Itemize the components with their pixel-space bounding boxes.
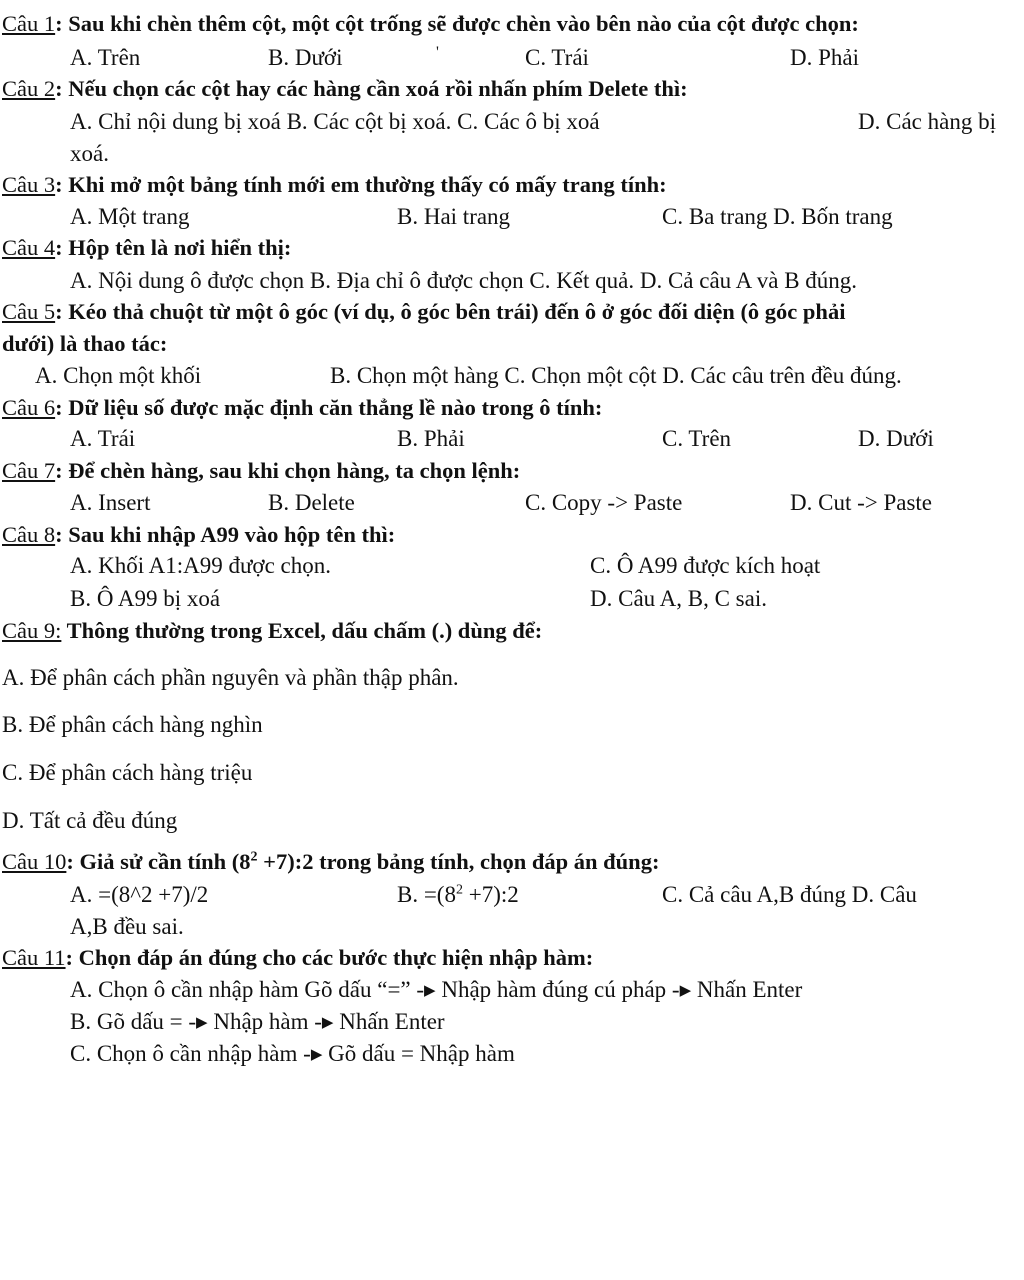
option-cd: C. Cả câu A,B đúng D. Câu (662, 882, 917, 907)
option-c: C. Trên (662, 426, 732, 451)
option-a: A. Khối A1:A99 được chọn. (70, 553, 331, 578)
option-a: A. Insert (70, 490, 151, 515)
superscript: 2 (250, 849, 258, 865)
question-text: : Dữ liệu số được mặc định căn thẳng lề nào trong ô tính: (55, 395, 603, 420)
question-5 (2, 297, 845, 327)
step-3: Nhấn Enter (691, 977, 803, 1002)
option-cd: C. Ba trang D. Bốn trang (662, 204, 893, 229)
option-a: A. Trên (70, 45, 141, 70)
option-abc: A. Chỉ nội dung bị xoá B. Các cột bị xoá. C. Các ô bị xoá (70, 109, 600, 134)
question-4 (2, 233, 291, 263)
option-d: D. Câu A, B, C sai. (590, 586, 767, 611)
option-d: D. Phải (790, 45, 859, 70)
option-b: B. Dưới (268, 45, 343, 70)
option-a: A. Trái (70, 426, 136, 451)
arrow-right-icon: ▶ (196, 1013, 208, 1031)
option-bcd: B. Chọn một hàng C. Chọn một cột D. Các câu trên đều đúng. (330, 363, 902, 388)
question-number: Câu 9: (2, 618, 62, 643)
question-number: Câu 7 (2, 458, 56, 483)
arrow-right-icon: ▶ (321, 1013, 334, 1031)
step-2: Nhập hàm - (207, 1009, 322, 1034)
option-b: B. Hai trang (397, 204, 511, 229)
step-2: Nhập hàm đúng cú pháp - (435, 977, 680, 1002)
question-1 (2, 9, 859, 39)
question-text: : Để chèn hàng, sau khi chọn hàng, ta chọn lệnh: (55, 458, 521, 483)
question-text: : Khi mở một bảng tính mới em thường thấy có mấy trang tính: (55, 172, 667, 197)
question-text: : Sau khi chèn thêm cột, một cột trống sẽ được chèn vào bên nào của cột được chọn: (55, 11, 859, 36)
arrow-right-icon: ▶ (424, 981, 436, 999)
question-number: Câu 3 (2, 172, 56, 197)
option-d-cont: xoá. (70, 141, 109, 166)
step-2: Gõ dấu = Nhập hàm (322, 1041, 515, 1066)
question-number: Câu 6 (2, 395, 56, 420)
option-d: D. Tất cả đều đúng (2, 808, 178, 833)
question-text: : Giả sử cần tính (8 (66, 849, 251, 874)
question-text: : Nếu chọn các cột hay các hàng cần xoá rồi nhấn phím Delete thì: (55, 76, 688, 101)
question-number: Câu 4 (2, 235, 56, 260)
option-a: A. =(8^2 +7)/2 (70, 882, 209, 907)
question-number: Câu 5 (2, 299, 56, 324)
option-b: B. Để phân cách hàng nghìn (2, 712, 263, 737)
option-b: B. Phải (397, 426, 465, 451)
step-3: Nhấn Enter (333, 1009, 445, 1034)
option-b-pre: B. =(8 (397, 882, 456, 907)
arrow-right-icon: ▶ (679, 981, 692, 999)
step-1: B. Gõ dấu = - (70, 1009, 197, 1034)
option-a: A. Một trang (70, 204, 190, 229)
option-c: C. Trái (525, 45, 589, 70)
question-8 (2, 520, 395, 550)
question-6 (2, 393, 602, 423)
question-10 (2, 847, 659, 877)
question-11 (2, 943, 593, 973)
option-b: B. Ô A99 bị xoá (70, 586, 221, 611)
option-a: A. Chọn một khối (35, 363, 202, 388)
option-c: C. Ô A99 được kích hoạt (590, 553, 821, 578)
question-3 (2, 170, 667, 200)
option-c: C. Copy -> Paste (525, 490, 683, 515)
question-number: Câu 10 (2, 849, 67, 874)
option-c: C. Để phân cách hàng triệu (2, 760, 253, 785)
question-9 (2, 616, 542, 646)
question-number: Câu 8 (2, 522, 56, 547)
option-d: D. Các hàng bị (858, 109, 996, 134)
question-text: : Chọn đáp án đúng cho các bước thực hiện nhập hàm: (65, 945, 594, 970)
option-c (70, 1039, 515, 1071)
option-d: D. Cut -> Paste (790, 490, 933, 515)
question-text: : Sau khi nhập A99 vào hộp tên thì: (55, 522, 396, 547)
option-a: A. Để phân cách phần nguyên và phần thập phân. (2, 665, 459, 690)
question-text: : Hộp tên là nơi hiển thị: (55, 235, 292, 260)
step-1: C. Chọn ô cần nhập hàm - (70, 1041, 311, 1066)
arrow-right-icon: ▶ (310, 1045, 323, 1063)
question-text: : Kéo thả chuột từ một ô góc (ví dụ, ô góc bên trái) đến ô ở góc đối diện (ô góc phải (55, 299, 846, 324)
option-d: D. Dưới (858, 426, 934, 451)
question-2 (2, 74, 688, 104)
question-5-cont: dưới) là thao tác: (2, 331, 168, 356)
question-number: Câu 11 (2, 945, 66, 970)
option-b: B. Delete (268, 490, 355, 515)
option-b (70, 1007, 445, 1039)
option-d-cont: A,B đều sai. (70, 914, 184, 939)
option-b-post: +7):2 (462, 882, 519, 907)
step-1: A. Chọn ô cần nhập hàm Gõ dấu “=” - (70, 977, 425, 1002)
question-text-cont: +7):2 trong bảng tính, chọn đáp án đúng: (257, 849, 660, 874)
option-a (70, 975, 802, 1007)
question-number: Câu 2 (2, 76, 56, 101)
question-7 (2, 456, 520, 486)
option-abcd: A. Nội dung ô được chọn B. Địa chỉ ô được chọn C. Kết quả. D. Cả câu A và B đúng. (70, 268, 858, 293)
question-number: Câu 1 (2, 11, 56, 36)
option-b (397, 880, 519, 910)
superscript: 2 (455, 882, 463, 898)
question-text: Thông thường trong Excel, dấu chấm (.) dùng để: (61, 618, 543, 643)
stray-mark: ' (436, 44, 439, 61)
